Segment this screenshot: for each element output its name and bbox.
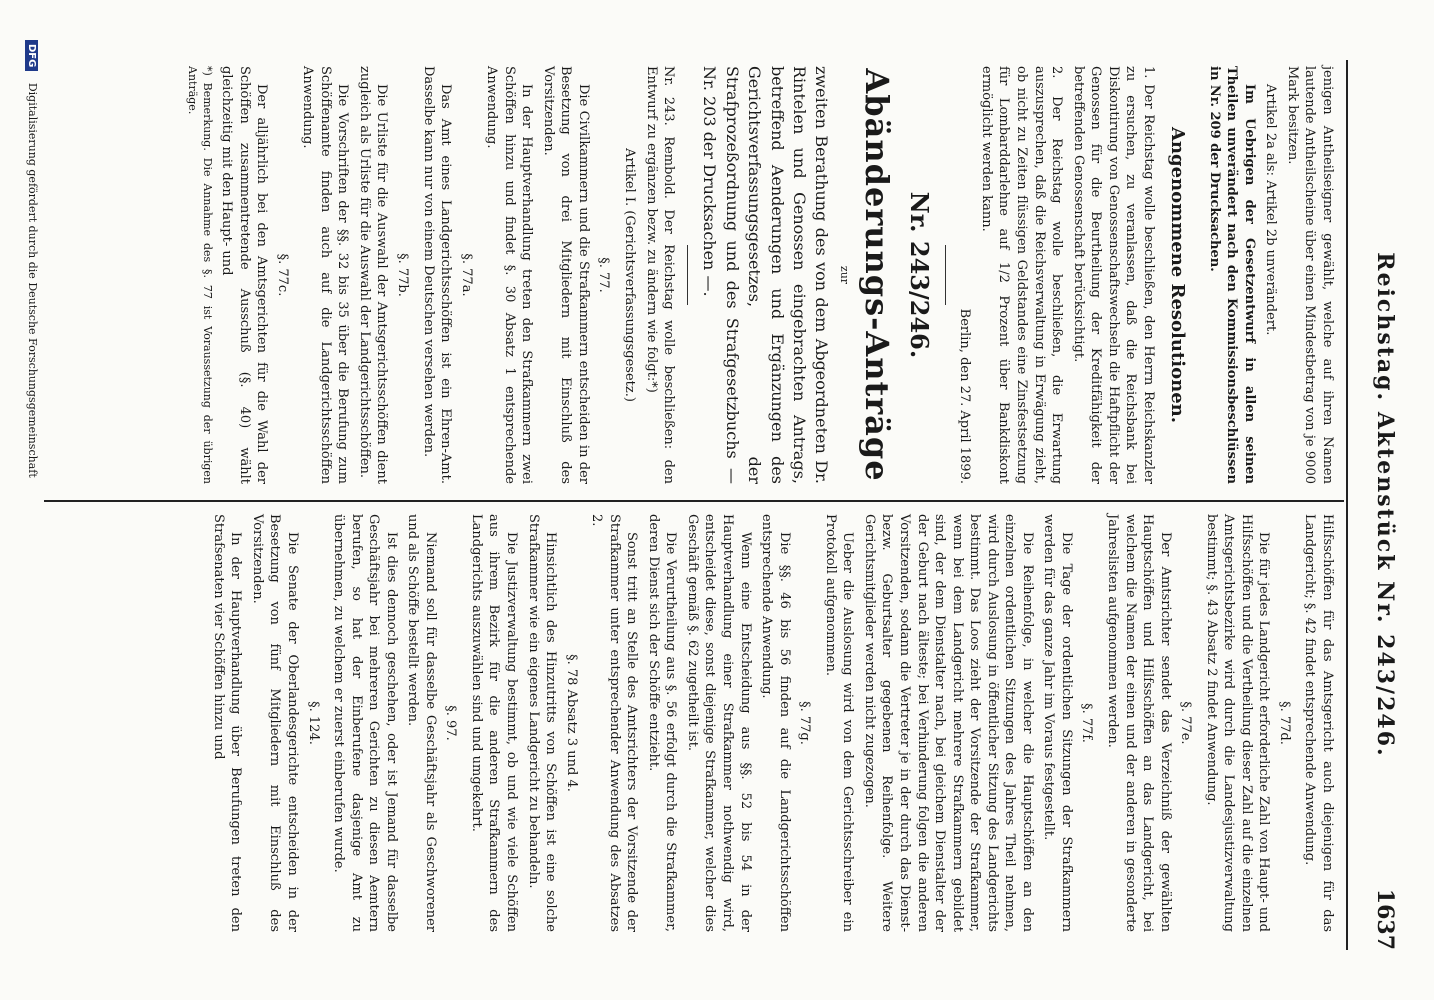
section-number: §. 77c. xyxy=(274,253,290,297)
paragraph: Die Urliste für die Auswahl der Amtsgerichtsschöffen dient zugleich als Urliste für die Auswahl der Landgerichtsschöffen. xyxy=(356,66,390,484)
paragraph: Hilfsschöffen für das Amtsgericht auch diejenigen für das Landgericht; §. 42 findet entsprechende Anwendung. xyxy=(1302,514,1335,932)
paragraph: Im Uebrigen der Gesetzentwurf in allen seinen Theilen unverändert nach den Kommissionsbeschlüssen in Nr. 209 der Drucksachen. xyxy=(1206,66,1257,484)
paragraph: Die für jedes Landgericht erforderliche Zahl von Haupt- und Hilfsschöffen und die Vertheilung dieser Zahl auf die einzelnen Amtsgerichtsbezirke wird durch die Landesjustizverwaltung bestimmt; §. 43 Absatz 2 findet Anwendung. xyxy=(1203,514,1272,932)
article-heading: Artikel I. (Gerichtsverfassungsgesetz.) xyxy=(622,148,637,402)
section-number: §. 78 Absatz 3 und 4. xyxy=(563,654,579,792)
footnote: *) Bemerkung. Die Annahme des §. 77 ist Voraussetzung der übrigen Anträge. xyxy=(185,66,214,484)
paragraph: Die Verurtheilung aus §. 56 erfolgt durch die Strafkammer, deren Dienst sich der Schöffe entzieht. xyxy=(645,514,679,932)
resolution-item: 1. Der Reichstag wolle beschließen, den Herrn Reichskanzler zu ersuchen, zu veranlassen, daß die Reichsbank bei Diskontirung von Genossenschaftswechseln die Haftpflicht der Genossen für die Beurtheilung der Kreditfähigkeit der betreffenden Genossenschaft berücksichtigt. xyxy=(1070,66,1156,484)
paragraph: Der alljährlich bei den Amtsgerichten für die Wahl der Schöffen zusammentretende Ausschuß (§. 40) wählt gleichzeitig mit den Haupt- und xyxy=(219,66,270,484)
title-connector: zur xyxy=(838,265,852,285)
header-rule xyxy=(1346,60,1348,950)
paragraph: Die §§. 46 bis 56 finden auf die Landgerichtsschöffen entsprechende Anwendung. xyxy=(759,514,792,932)
paragraph: Der Amtsrichter sendet das Verzeichniß der gewählten Hauptschöffen und Hilfsschöffen an das Landgericht, bei welchem die Namen der einen und der anderen in gesonderte Jahreslisten aufgenommen werden. xyxy=(1104,514,1173,932)
paragraph: Niemand soll für dasselbe Geschäftsjahr als Geschworener und als Schöffe bestellt werden. xyxy=(405,514,438,932)
paragraph: In der Hauptverhandlung über Berufungen treten den Strafsenaten vier Schöffen hinzu und xyxy=(210,514,244,932)
paragraph: jenigen Antheilseigner gewählt, welche auf ihren Namen lautende Antheilscheine über einen Mindestbetrag von je 9000 Mark besitzen. xyxy=(1284,66,1335,484)
date-line: Berlin, den 27. April 1899. xyxy=(957,308,973,484)
resolution-item: 2. Der Reichstag wolle beschließen, die Erwartung auszusprechen, daß die Reichsverwaltung in Erwägung zieht, ob nicht zu Zeiten flüssigen Geldstandes eine Zinsfestsetzung für Lombarddarlehne auf 1/2 Prozent über Bankdiskont ermöglicht werden kann. xyxy=(978,66,1065,484)
section-number: §. 77g. xyxy=(797,701,813,745)
dfg-logo: DFG xyxy=(25,40,38,71)
paragraph: Die Senate der Oberlandesgerichte entscheiden in der Besetzung von fünf Mitgliedern mit Einschluß des Vorsitzenden. xyxy=(249,514,301,932)
footer-text: Digitalisierung gefördert durch die Deutsche Forschungsgemeinschaft xyxy=(26,82,39,478)
section-number: §. 77f. xyxy=(1079,703,1095,743)
paragraph: Die Tage der ordentlichen Sitzungen der Strafkammern werden für das ganze Jahr im Voraus festgestellt. xyxy=(1041,514,1074,932)
left-column xyxy=(180,66,1336,484)
paragraph: In der Hauptverhandlung treten den Strafkammern zwei Schöffen hinzu und findet §. 30 Absatz 1 entsprechende Anwendung. xyxy=(484,66,535,484)
paragraph: Die Vorschriften der §§. 32 bis 35 über die Berufung zum Schöffenamte finden auch auf die Landgerichtsschöffen Anwendung. xyxy=(300,66,351,484)
paragraph: Die Reihenfolge, in welcher die Hauptschöffen an den einzelnen ordentlichen Sitzungen des Jahres Theil nehmen, wird durch Auslosung in öffentlicher Sitzung des Landgerichts bestimmt. Das Loos zieht der Vorsitzende der Strafkammer, wenn bei dem Landgericht mehrere Strafkammern gebildet sind, der dem Dienstalter nach, bei gleichem Dienstalter der der Geburt nach älteste; bei Verhinderung folgen die anderen Vorsitzenden, sodann die Vertreter je in der durch das Dienst- bezw. Geburtsalter gegebenen Reihenfolge. Weitere Gerichtsmitglieder werden nicht zugezogen. xyxy=(861,514,1035,932)
section-number: §. 77a. xyxy=(458,253,474,297)
section-number: §. 77b. xyxy=(394,253,410,297)
section-number: §. 77. xyxy=(596,257,612,293)
paragraph: Die Civilkammern und die Strafkammern entscheiden in der Besetzung von drei Mitgliedern mit Einschluß des Vorsitzenden. xyxy=(540,66,591,484)
paragraph: Ueber die Auslosung wird von dem Gerichtsschreiber ein Protokoll aufgenommen. xyxy=(822,514,856,932)
section-number: §. 124. xyxy=(305,701,321,745)
section-number: §. 97. xyxy=(443,705,459,741)
paragraph: Sonst tritt an Stelle des Amtsrichters der Vorsitzende der Strafkammer unter entsprechender Anwendung des Absatzes 2. xyxy=(589,514,640,932)
document-number: Nr. 243/246. xyxy=(904,191,934,359)
column-divider xyxy=(44,500,1344,502)
paragraph: Artikel 2a als: Artikel 2b unverändert. xyxy=(1263,84,1279,336)
paragraph: Die Justizverwaltung bestimmt, ob und wie viele Schöffen aus ihrem Bezirk für die anderen Strafkammern des Landgerichts auszuwählen sind und umgekehrt. xyxy=(468,514,520,932)
document-subtitle: zweiten Berathung des von dem Abgeordneten Dr. Rintelen und Genossen eingebrachten Antrags, betreffend Aenderungen und Ergänzungen des Gerichtsverfassungsgesetzes, der Strafprozeßordnung und des Strafgesetzbuchs — Nr. 203 der Drucksachen —. xyxy=(700,66,832,484)
paragraph: Hinsichtlich des Hinzutritts von Schöffen ist eine solche Strafkammer wie ein eigenes Landgericht zu behandeln. xyxy=(525,514,559,932)
separator xyxy=(687,245,688,305)
section-number: §. 77d. xyxy=(1276,701,1292,745)
page-header xyxy=(1364,60,1398,950)
separator xyxy=(945,245,946,305)
right-column xyxy=(205,514,1336,932)
paragraph: Ist dies dennoch geschehen, oder ist Jemand für dasselbe Geschäftsjahr bei mehreren Gerichten zu diesen Aemtern berufen, so hat der Einberufene dasjenige Amt zu übernehmen, zu welchem er zuerst einberufen wurde. xyxy=(331,514,399,932)
page-number: 1637 xyxy=(1372,888,1398,950)
motion-intro: Nr. 243. Rembold. Der Reichstag wolle beschließen: den Entwurf zu ergänzen bezw. zu ändern wie folgt:*) xyxy=(643,66,677,484)
digitization-footer xyxy=(25,40,39,940)
section-heading: Angenommene Resolutionen. xyxy=(1167,126,1189,424)
document-title: Abänderungs-Anträge xyxy=(858,68,897,482)
section-number: §. 77e. xyxy=(1178,701,1194,745)
running-title: Reichstag. Aktenstück Nr. 243/246. xyxy=(1372,252,1398,758)
paragraph: Das Amt eines Landgerichtsschöffen ist ein Ehren-Amt. Dasselbe kann nur von einem Deutschen versehen werden. xyxy=(420,66,454,484)
paragraph: Wenn eine Entscheidung aus §§. 52 bis 54 in der Hauptverhandlung einer Strafkammer nothwendig wird, entscheidet diese, sonst diejenige Strafkammer, welcher dies Geschäft gemäß §. 62 zugetheilt ist. xyxy=(684,514,753,932)
